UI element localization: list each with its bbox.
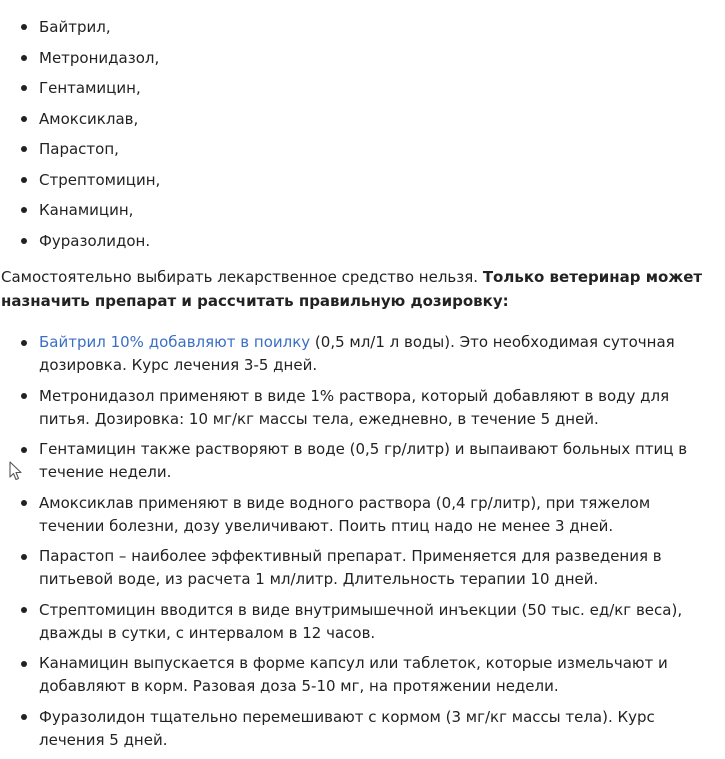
drug-list-item	[0, 73, 725, 104]
dosage-text: Метронидазол применяют в виде 1% раствора, который добавляют в воду для питья. Дозировка: 10 мг/кг массы тела, ежедневно, в течение 5 дней.	[39, 386, 670, 428]
drug-name: Амоксиклав,	[39, 109, 139, 128]
bullet-icon	[21, 393, 27, 399]
bullet-icon	[21, 177, 27, 183]
dosage-list-item	[0, 385, 725, 431]
dosage-text: Канамицин выпускается в форме капсул или таблеток, которые измельчают и добавляют в корм. Разовая доза 5-10 мг, на протяжении недели.	[39, 654, 668, 695]
drug-name: Канамицин,	[39, 201, 134, 219]
drug-list-item	[0, 43, 725, 74]
drug-name: Фуразолидон.	[39, 231, 151, 250]
bullet-icon	[21, 554, 27, 560]
baytril-link[interactable]: Байтрил 10% добавляют в поилку	[39, 333, 311, 351]
dosage-list-item	[0, 492, 725, 538]
arrow-cursor-icon	[9, 461, 23, 481]
bullet-icon	[21, 116, 27, 122]
drug-name: Стрептомицин,	[39, 170, 161, 189]
drug-list-item	[0, 226, 725, 257]
dosage-text: Фуразолидон тщательно перемешивают с кормом (3 мг/кг массы тела). Курс лечения 5 дней.	[39, 707, 655, 749]
dosage-text: Гентамицин также растворяют в воде (0,5 гр/литр) и выпаивают больных птиц в течение недели.	[39, 440, 688, 481]
drug-name: Метронидазол,	[39, 48, 160, 67]
drug-list	[0, 12, 725, 256]
bullet-icon	[21, 146, 27, 152]
dosage-list-item	[0, 599, 725, 645]
drug-name: Парастоп,	[39, 140, 119, 158]
bullet-icon	[21, 24, 27, 30]
dosage-text: Амоксиклав применяют в виде водного раствора (0,4 гр/литр), при тяжелом течении болезни, дозу увеличивают. Поить птиц надо не менее 3 дней.	[39, 493, 651, 535]
bullet-icon	[21, 447, 27, 453]
dosage-list	[0, 331, 725, 759]
dosage-list-item	[0, 652, 725, 698]
dosage-list-item	[0, 545, 725, 591]
drug-name: Гентамицин,	[39, 79, 141, 97]
bullet-icon	[21, 238, 27, 244]
drug-list-item	[0, 195, 725, 226]
warning-paragraph	[1, 265, 716, 313]
drug-list-item	[0, 165, 725, 196]
drug-list-item	[0, 134, 725, 165]
bullet-icon	[21, 85, 27, 91]
dosage-list-item	[0, 706, 725, 752]
drug-name: Байтрил,	[39, 18, 111, 36]
dosage-text: (0,5 мл/1 л воды). Это необходимая суточная дозировка. Курс лечения 3-5 дней.	[39, 333, 675, 374]
warning-bold-text: Только ветеринар может назначить препарат и рассчитать правильную дозировку:	[1, 268, 703, 310]
drug-list-item	[0, 12, 725, 43]
bullet-icon	[21, 55, 27, 61]
dosage-list-item	[0, 331, 725, 377]
dosage-text: Парастоп – наиболее эффективный препарат. Применяется для разведения в питьевой воде, из расчета 1 мл/литр. Длительность терапии 10 дней.	[39, 547, 662, 588]
bullet-icon	[21, 607, 27, 613]
bullet-icon	[21, 340, 27, 346]
warning-text: Самостоятельно выбирать лекарственное средство нельзя.	[1, 268, 483, 286]
bullet-icon	[21, 207, 27, 213]
bullet-icon	[21, 661, 27, 667]
bullet-icon	[21, 500, 27, 506]
drug-list-item	[0, 104, 725, 135]
bullet-icon	[21, 714, 27, 720]
dosage-text: Стрептомицин вводится в виде внутримышечной инъекции (50 тыс. ед/кг веса), дважды в сутки, с интервалом в 12 часов.	[39, 600, 683, 642]
dosage-list-item	[0, 438, 725, 484]
